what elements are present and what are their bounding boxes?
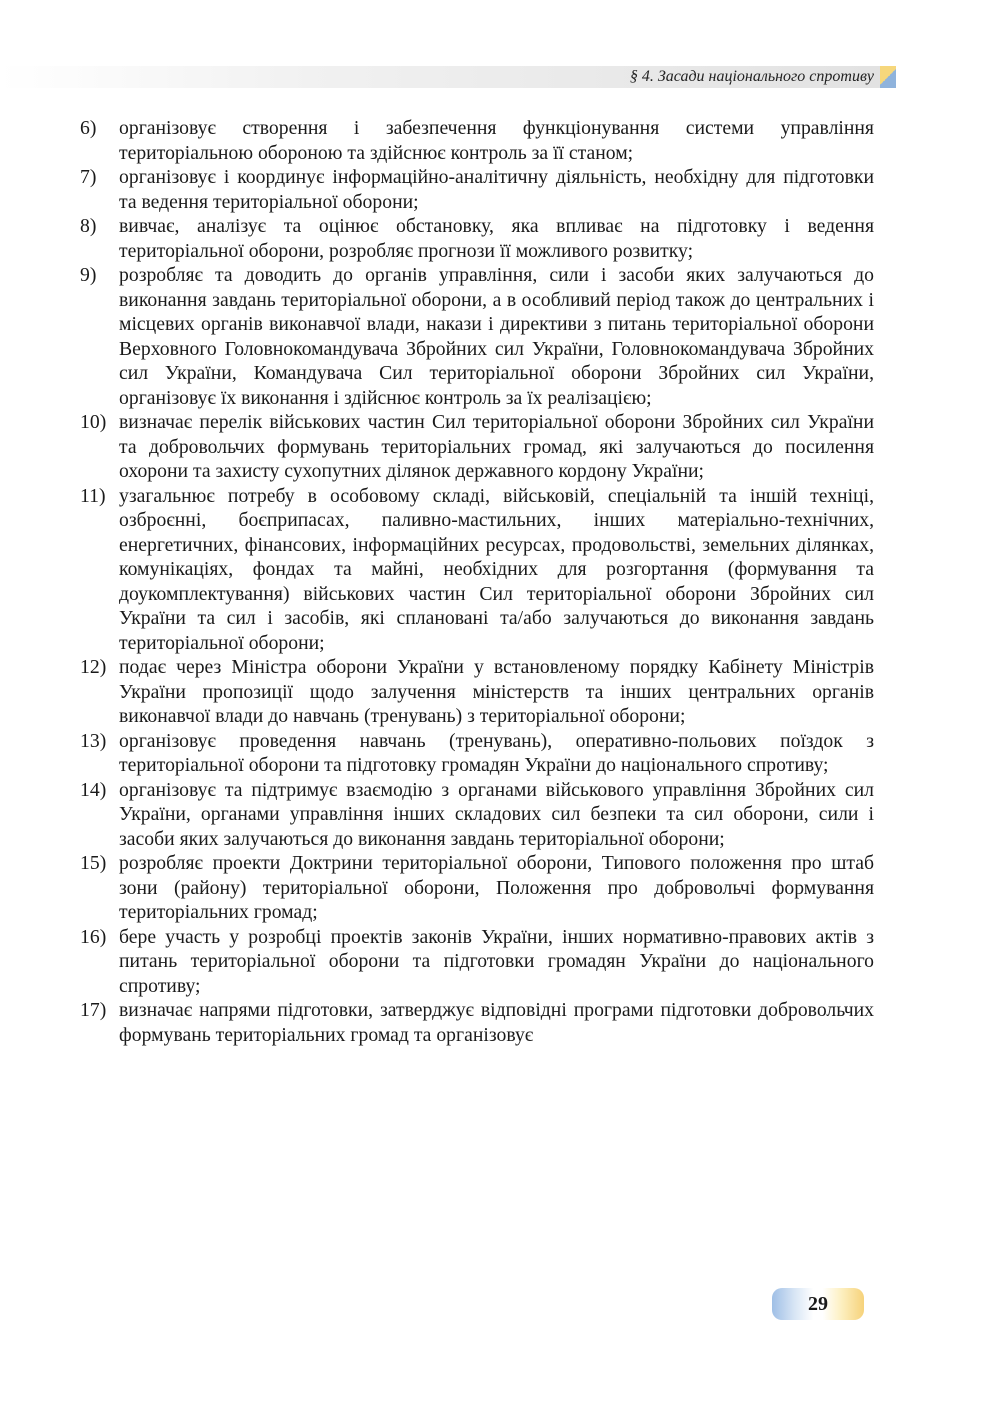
- item-text: організовує та підтримує взаємодію з органами військового управління Збройних сил України, органами управління інших складових сил безпеки та сил оборони, сили і засоби яких залучаються до виконання завдань територіальної оборони;: [119, 778, 874, 850]
- item-number: 9): [80, 264, 97, 286]
- list-item: [80, 851, 874, 925]
- page-number: 29: [808, 1293, 828, 1315]
- list-item: [80, 410, 874, 484]
- list-item: [80, 729, 874, 778]
- item-number: 17): [80, 999, 107, 1021]
- item-text: вивчає, аналізує та оцінює обстановку, яка впливає на підготовку і ведення територіальної оборони, розробляє прогнози її можливого розвитку;: [119, 215, 874, 262]
- item-number: 11): [80, 484, 106, 507]
- item-text: бере участь у розробці проектів законів України, інших нормативно-правових актів з питань територіальної оборони та підготовки громадян України до національного спротиву;: [119, 925, 874, 997]
- list-item: [80, 165, 874, 214]
- item-number: 7): [80, 166, 97, 188]
- list-item: [80, 778, 874, 852]
- item-number: 16): [80, 925, 107, 948]
- list-item: [80, 214, 874, 263]
- item-text: визначає напрями підготовки, затверджує відповідні програми підготовки добровольчих формувань територіальних громад та організовує: [119, 999, 874, 1046]
- item-text: узагальнює потребу в особовому складі, військовій, спеціальній та іншій техніці, озброєнні, боєприпасах, паливно-мастильних, інших матеріально-технічних, енергетичних, фінансових, інформаційних ресурсах, продовольстві, земельних ділянках, комунікаціях, фондах та майні, необхідних для розгортання (формування та доукомплектування) військових частин Сил територіальної оборони Збройних сил України та сил і засобів, які сплановані та/або залучаються до виконання завдань територіальної оборони;: [119, 484, 874, 654]
- item-text: подає через Міністра оборони України у встановленому порядку Кабінету Міністрів України пропозиції щодо залучення міністерств та інших центральних органів виконавчої влади до навчань (тренувань) з територіальної оборони;: [119, 656, 874, 727]
- item-text: розробляє та доводить до органів управління, сили і засоби яких залучаються до виконання завдань територіальної оборони, а в особливий період також до центральних і місцевих органів виконавчої влади, накази і директиви з питань територіальної оборони Верховного Головнокомандувача Збройних сил України, Головнокомандувача Збройних сил України, Командувача Сил територіальної оборони Збройних сил України, організовує їх виконання і здійснює контроль за їх реалізацією;: [119, 264, 874, 409]
- list-item: [80, 655, 874, 729]
- header-corner-decoration: [880, 66, 896, 88]
- list-item: [80, 925, 874, 999]
- item-number: 13): [80, 729, 107, 752]
- item-number: 8): [80, 215, 97, 237]
- item-number: 12): [80, 656, 107, 678]
- item-text: визначає перелік військових частин Сил територіальної оборони Збройних сил України та добровольчих формувань територіальних громад, які залучаються до посилення охорони та захисту сухопутних ділянок державного кордону України;: [119, 411, 874, 482]
- list-item: [80, 484, 874, 656]
- list-item: [80, 116, 874, 165]
- item-text: організовує створення і забезпечення функціонування системи управління територіальною обороною та здійснює контроль за її станом;: [119, 117, 874, 164]
- list-content: [80, 116, 874, 1047]
- section-title: § 4. Засади національного спротиву: [629, 68, 874, 85]
- list-item: [80, 263, 874, 410]
- item-text: організовує і координує інформаційно-аналітичну діяльність, необхідну для підготовки та ведення територіальної оборони;: [119, 166, 874, 213]
- item-number: 10): [80, 411, 107, 433]
- item-number: 15): [80, 852, 107, 874]
- item-number: 6): [80, 117, 97, 139]
- item-number: 14): [80, 778, 107, 801]
- item-text: організовує проведення навчань (тренувань), оперативно-польових поїздок з територіальної оборони та підготовку громадян України до національного спротиву;: [119, 729, 874, 776]
- list-item: [80, 998, 874, 1047]
- item-text: розробляє проекти Доктрини територіальної оборони, Типового положення про штаб зони (району) територіальної оборони, Положення про добровольчі формування територіальних громад;: [119, 852, 874, 923]
